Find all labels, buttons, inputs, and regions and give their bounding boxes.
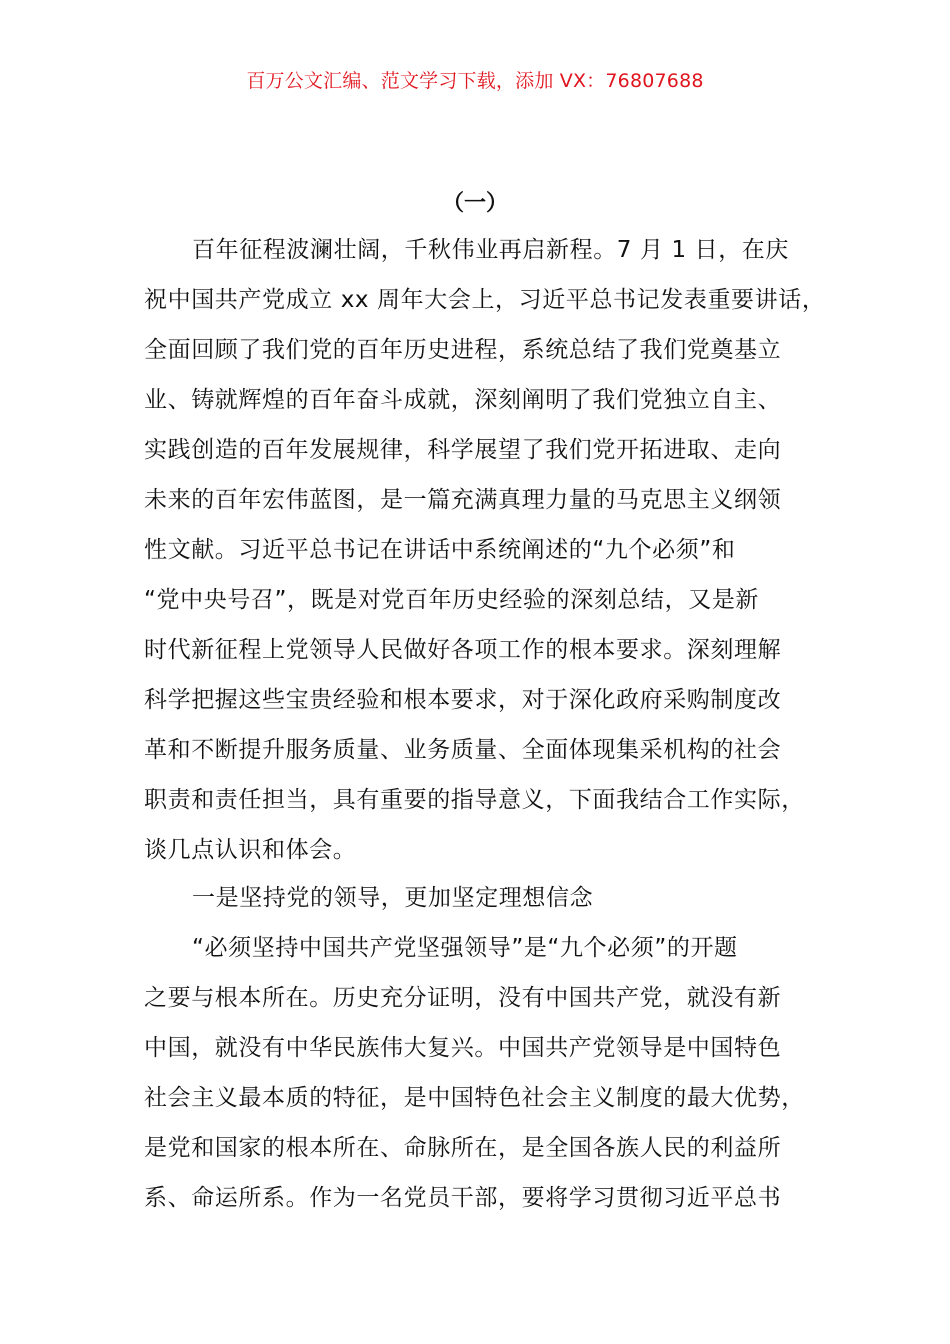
- paragraph-line: 实践创造的百年发展规律，科学展望了我们党开拓进取、走向: [144, 437, 782, 463]
- paragraph-line: 百年征程波澜壮阔，千秋伟业再启新程。7 月 1 日，在庆: [192, 237, 789, 263]
- paragraph-line: “必须坚持中国共产党坚强领导”是“九个必须”的开题: [192, 935, 738, 961]
- paragraph-line: 谈几点认识和体会。: [144, 837, 357, 863]
- paragraph-line: 性文献。习近平总书记在讲话中系统阐述的“九个必须”和: [144, 537, 736, 563]
- paragraph-line: 职责和责任担当，具有重要的指导意义，下面我结合工作实际，: [144, 787, 805, 813]
- section-title: （一）: [441, 191, 508, 216]
- paragraph-line: 科学把握这些宝贵经验和根本要求，对于深化政府采购制度改: [144, 687, 782, 713]
- paragraph-line: “党中央号召”，既是对党百年历史经验的深刻总结，又是新: [144, 587, 760, 613]
- paragraph-line: 是党和国家的根本所在、命脉所在，是全国各族人民的利益所: [144, 1135, 782, 1161]
- paragraph-line: 全面回顾了我们党的百年历史进程，系统总结了我们党奠基立: [144, 337, 782, 363]
- paragraph-line: 业、铸就辉煌的百年奋斗成就，深刻阐明了我们党独立自主、: [144, 387, 782, 413]
- paragraph-line: 祝中国共产党成立 xx 周年大会上，习近平总书记发表重要讲话，: [144, 287, 826, 313]
- watermark-header: 百万公文汇编、范文学习下载，添加 VX：76807688: [246, 70, 704, 92]
- paragraph-line: 中国，就没有中华民族伟大复兴。中国共产党领导是中国特色: [144, 1035, 782, 1061]
- paragraph-line: 时代新征程上党领导人民做好各项工作的根本要求。深刻理解: [144, 637, 782, 663]
- paragraph-line: 系、命运所系。作为一名党员干部，要将学习贯彻习近平总书: [144, 1185, 782, 1211]
- subheading: 一是坚持党的领导，更加坚定理想信念: [192, 885, 594, 911]
- paragraph-line: 革和不断提升服务质量、业务质量、全面体现集采机构的社会: [144, 737, 782, 763]
- paragraph-line: 社会主义最本质的特征，是中国特色社会主义制度的最大优势，: [144, 1085, 805, 1111]
- paragraph-line: 之要与根本所在。历史充分证明，没有中国共产党，就没有新: [144, 985, 782, 1011]
- paragraph-line: 未来的百年宏伟蓝图，是一篇充满真理力量的马克思主义纲领: [144, 487, 782, 513]
